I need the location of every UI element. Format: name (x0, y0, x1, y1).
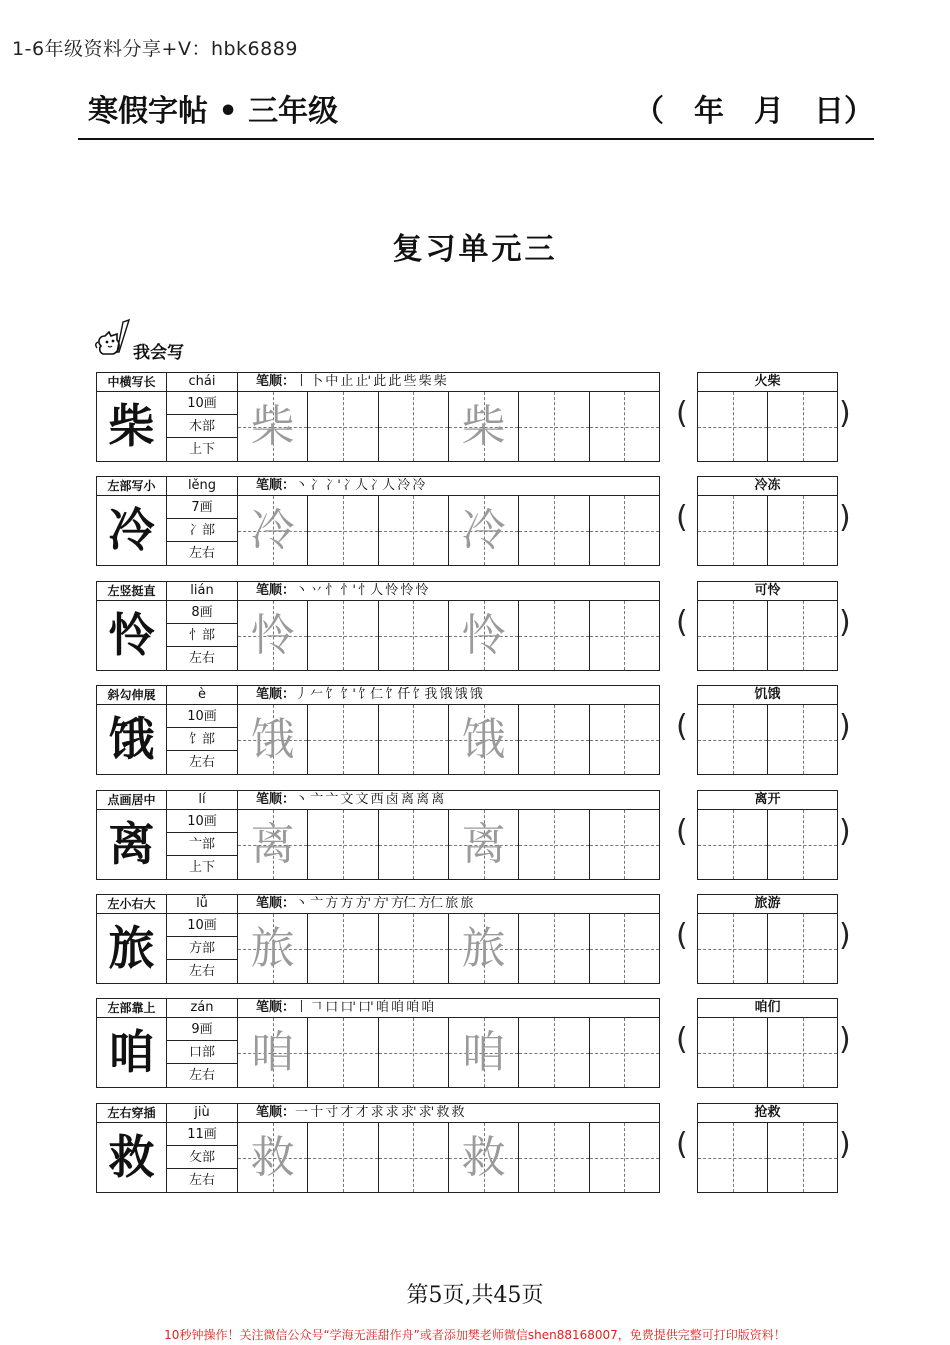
practice-cells (238, 1018, 659, 1087)
word-practice-cell[interactable] (698, 810, 768, 879)
practice-cell[interactable] (519, 392, 589, 461)
stroke-count: 9画 (167, 1018, 237, 1041)
trace-cell[interactable] (449, 1123, 519, 1192)
practice-cell[interactable] (519, 496, 589, 565)
paren-right: ) (839, 918, 851, 953)
model-character: 咱 (97, 1018, 167, 1087)
stroke-order (238, 895, 659, 914)
practice-cell[interactable] (590, 914, 659, 983)
paren-left: ( (676, 709, 688, 744)
top-watermark: 1-6年级资料分享+V：hbk6889 (12, 38, 298, 60)
stroke-count: 10画 (167, 392, 237, 415)
word-box (697, 1103, 838, 1193)
trace-cell[interactable] (449, 496, 519, 565)
word-label: 离开 (698, 791, 837, 810)
word-label: 咱们 (698, 999, 837, 1018)
writing-tip: 中横写长 (97, 373, 167, 392)
word-label: 饥饿 (698, 686, 837, 705)
trace-cell[interactable] (449, 810, 519, 879)
trace-character: 冷 (250, 505, 295, 556)
pinyin: lěng (167, 477, 238, 496)
character-info (167, 1018, 238, 1087)
practice-cell[interactable] (379, 1123, 449, 1192)
paren-right: ) (839, 709, 851, 744)
word-cells (698, 810, 837, 879)
practice-cell[interactable] (308, 705, 378, 774)
radical: 冫部 (167, 519, 237, 542)
practice-cells (238, 601, 659, 670)
character-box (96, 476, 660, 566)
practice-cell[interactable] (590, 705, 659, 774)
stroke-count: 10画 (167, 810, 237, 833)
character-box (96, 894, 660, 984)
practice-cell[interactable] (590, 496, 659, 565)
trace-cell[interactable] (238, 1018, 308, 1087)
practice-row (96, 894, 851, 986)
cat-writing-icon (95, 318, 135, 360)
pinyin: jiù (167, 1104, 238, 1123)
structure: 上下 (188, 442, 215, 457)
stroke-order-label: 笔顺： (256, 792, 296, 807)
word-practice-cell[interactable] (698, 705, 768, 774)
stroke-order (238, 686, 659, 705)
header-date: （ 年 月 日） (634, 94, 874, 129)
trace-character: 柴 (250, 401, 295, 452)
stroke-order-sequence: 丶 亠 亠 文 文 西 卤 离 离 离 (295, 792, 444, 807)
trace-character: 救 (461, 1132, 506, 1183)
word-practice-cell[interactable] (698, 914, 768, 983)
stroke-order (238, 1104, 659, 1123)
character-box (96, 998, 660, 1088)
trace-character: 饿 (461, 714, 506, 765)
word-practice-cell[interactable] (768, 601, 837, 670)
practice-cell[interactable] (308, 1123, 378, 1192)
radical: 攵部 (167, 1146, 237, 1169)
trace-cell[interactable] (449, 705, 519, 774)
practice-cells (238, 810, 659, 879)
character-info (167, 810, 238, 879)
trace-character: 旅 (250, 923, 295, 974)
word-cells (698, 496, 837, 565)
character-info (167, 914, 238, 983)
practice-cell[interactable] (519, 810, 589, 879)
word-practice-cell[interactable] (698, 392, 768, 461)
section-title: 复习单元三 (392, 232, 558, 267)
radical: 方部 (167, 937, 237, 960)
writing-tip: 左竖挺直 (97, 582, 167, 601)
stroke-order-label: 笔顺： (256, 374, 296, 389)
structure: 左右 (188, 1173, 215, 1188)
structure: 左右 (188, 755, 215, 770)
stroke-order-sequence: 一 十 寸 才 才 求 求 求' 求' 救 救 (295, 1105, 464, 1120)
word-practice-cell[interactable] (698, 1123, 768, 1192)
word-cells (698, 392, 837, 461)
practice-row (96, 998, 851, 1090)
word-label: 可怜 (698, 582, 837, 601)
practice-cell[interactable] (308, 1018, 378, 1087)
practice-cell[interactable] (379, 392, 449, 461)
word-practice-cell[interactable] (698, 1018, 768, 1087)
trace-character: 离 (461, 819, 506, 870)
stroke-order (238, 791, 659, 810)
character-box (96, 372, 660, 462)
trace-character: 咱 (250, 1027, 295, 1078)
practice-cell[interactable] (519, 705, 589, 774)
trace-cell[interactable] (449, 914, 519, 983)
word-practice-cell[interactable] (768, 1018, 837, 1087)
stroke-count: 10画 (167, 705, 237, 728)
paren-right: ) (839, 1127, 851, 1162)
radical: 木部 (167, 415, 237, 438)
practice-cell[interactable] (379, 810, 449, 879)
practice-cells (238, 914, 659, 983)
writing-tip: 左小右大 (97, 895, 167, 914)
pinyin: chái (167, 373, 238, 392)
word-cells (698, 1123, 837, 1192)
practice-row (96, 685, 851, 777)
paren-left: ( (676, 605, 688, 640)
word-cells (698, 601, 837, 670)
model-character: 冷 (97, 496, 167, 565)
intro-label: 我会写 (133, 343, 184, 363)
practice-cell[interactable] (308, 914, 378, 983)
trace-character: 离 (250, 819, 295, 870)
practice-cell[interactable] (379, 705, 449, 774)
stroke-order-sequence: 丨 𠃍 口 口' 口' 咱 咱 咱 咱 (295, 1000, 434, 1015)
word-box (697, 685, 838, 775)
pinyin: lián (167, 582, 238, 601)
word-label: 抢救 (698, 1104, 837, 1123)
trace-cell[interactable] (238, 914, 308, 983)
practice-row (96, 372, 851, 464)
practice-row (96, 790, 851, 882)
practice-cells (238, 705, 659, 774)
model-character: 离 (97, 810, 167, 879)
stroke-order-label: 笔顺： (256, 478, 296, 493)
word-box (697, 372, 838, 462)
word-label: 火柴 (698, 373, 837, 392)
trace-cell[interactable] (238, 601, 308, 670)
trace-cell[interactable] (449, 601, 519, 670)
structure: 左右 (188, 964, 215, 979)
page-header (78, 86, 874, 129)
paren-left: ( (676, 1022, 688, 1057)
model-character: 饿 (97, 705, 167, 774)
writing-tip: 左部靠上 (97, 999, 167, 1018)
character-info (167, 601, 238, 670)
writing-tip: 左右穿插 (97, 1104, 167, 1123)
character-info (167, 392, 238, 461)
radical: 忄部 (167, 624, 237, 647)
structure: 上下 (188, 860, 215, 875)
stroke-order (238, 582, 659, 601)
header-title: 寒假字帖 • 三年级 (88, 94, 339, 129)
word-practice-cell[interactable] (768, 496, 837, 565)
practice-cell[interactable] (590, 1018, 659, 1087)
practice-cells (238, 496, 659, 565)
trace-character: 咱 (461, 1027, 506, 1078)
trace-character: 怜 (250, 610, 295, 661)
stroke-count: 11画 (167, 1123, 237, 1146)
practice-cell[interactable] (308, 810, 378, 879)
bottom-note: 10秒钟操作！关注微信公众号“学海无涯甜作舟”或者添加樊老师微信shen88168007，免费提供完整可打印版资料！ (164, 1328, 786, 1342)
radical: 饣部 (167, 728, 237, 751)
paren-left: ( (676, 814, 688, 849)
character-info (167, 1123, 238, 1192)
paren-left: ( (676, 1127, 688, 1162)
word-cells (698, 1018, 837, 1087)
trace-cell[interactable] (449, 392, 519, 461)
paren-left: ( (676, 918, 688, 953)
word-box (697, 790, 838, 880)
word-box (697, 998, 838, 1088)
character-box (96, 1103, 660, 1193)
structure: 左右 (188, 546, 215, 561)
paren-left: ( (676, 396, 688, 431)
model-character: 怜 (97, 601, 167, 670)
practice-cell[interactable] (379, 914, 449, 983)
character-info (167, 705, 238, 774)
structure: 左右 (188, 1068, 215, 1083)
header-rule (78, 138, 874, 140)
paren-right: ) (839, 396, 851, 431)
word-box (697, 581, 838, 671)
word-practice-cell[interactable] (768, 914, 837, 983)
practice-cell[interactable] (590, 601, 659, 670)
trace-character: 冷 (461, 505, 506, 556)
word-practice-cell[interactable] (698, 601, 768, 670)
stroke-order-label: 笔顺： (256, 1105, 296, 1120)
pinyin: è (167, 686, 238, 705)
character-info (167, 496, 238, 565)
word-label: 冷冻 (698, 477, 837, 496)
pinyin: lǚ (167, 895, 238, 914)
word-label: 旅游 (698, 895, 837, 914)
stroke-order-sequence: 丿 𠂉 饣 饣' 饣仁 饣仟 饣我 饿 饿 饿 (295, 687, 482, 702)
stroke-order (238, 477, 659, 496)
practice-row (96, 581, 851, 673)
word-box (697, 476, 838, 566)
practice-cell[interactable] (379, 496, 449, 565)
stroke-order-sequence: 丶 冫 冫' 冫人 冫人 冷 冷 (295, 478, 425, 493)
stroke-order-sequence: 丨 卜 中 止 止' 此 此 些 柴 柴 (295, 374, 446, 389)
word-box (697, 894, 838, 984)
structure: 左右 (188, 651, 215, 666)
stroke-order (238, 373, 659, 392)
practice-cell[interactable] (308, 392, 378, 461)
word-cells (698, 705, 837, 774)
character-box (96, 790, 660, 880)
radical: 亠部 (167, 833, 237, 856)
stroke-count: 8画 (167, 601, 237, 624)
stroke-order-label: 笔顺： (256, 687, 296, 702)
word-practice-cell[interactable] (698, 496, 768, 565)
practice-cells (238, 1123, 659, 1192)
trace-cell[interactable] (449, 1018, 519, 1087)
word-cells (698, 914, 837, 983)
practice-cell[interactable] (519, 1018, 589, 1087)
trace-character: 柴 (461, 401, 506, 452)
trace-character: 怜 (461, 610, 506, 661)
paren-right: ) (839, 605, 851, 640)
stroke-order (238, 999, 659, 1018)
model-character: 旅 (97, 914, 167, 983)
stroke-order-label: 笔顺： (256, 1000, 296, 1015)
practice-cells (238, 392, 659, 461)
word-practice-cell[interactable] (768, 810, 837, 879)
trace-cell[interactable] (238, 810, 308, 879)
trace-cell[interactable] (238, 392, 308, 461)
practice-cell[interactable] (519, 601, 589, 670)
practice-row (96, 1103, 851, 1195)
stroke-count: 10画 (167, 914, 237, 937)
word-practice-cell[interactable] (768, 392, 837, 461)
model-character: 柴 (97, 392, 167, 461)
writing-tip: 斜勾伸展 (97, 686, 167, 705)
trace-character: 旅 (461, 923, 506, 974)
practice-cell[interactable] (308, 496, 378, 565)
paren-right: ) (839, 1022, 851, 1057)
practice-cell[interactable] (519, 1123, 589, 1192)
writing-tip: 点画居中 (97, 791, 167, 810)
pinyin: lí (167, 791, 238, 810)
trace-cell[interactable] (238, 705, 308, 774)
trace-character: 饿 (250, 714, 295, 765)
character-box (96, 685, 660, 775)
stroke-count: 7画 (167, 496, 237, 519)
paren-right: ) (839, 500, 851, 535)
practice-cell[interactable] (590, 392, 659, 461)
stroke-order-label: 笔顺： (256, 583, 296, 598)
practice-cell[interactable] (519, 914, 589, 983)
practice-cell[interactable] (590, 810, 659, 879)
paren-left: ( (676, 500, 688, 535)
character-box (96, 581, 660, 671)
trace-cell[interactable] (238, 1123, 308, 1192)
stroke-order-sequence: 丶 亠 方 方 方' 方' 方仁 方仁 旅 旅 (295, 896, 473, 911)
stroke-order-sequence: 丶 丷 忄 忄' 忄人 怜 怜 怜 (295, 583, 428, 598)
trace-cell[interactable] (238, 496, 308, 565)
practice-cell[interactable] (379, 1018, 449, 1087)
page-footer: 第5页,共45页 (406, 1283, 544, 1308)
pinyin: zán (167, 999, 238, 1018)
trace-character: 救 (250, 1132, 295, 1183)
word-practice-cell[interactable] (768, 705, 837, 774)
practice-cell[interactable] (379, 601, 449, 670)
radical: 口部 (167, 1041, 237, 1064)
model-character: 救 (97, 1123, 167, 1192)
practice-row (96, 476, 851, 568)
practice-cell[interactable] (308, 601, 378, 670)
practice-cell[interactable] (590, 1123, 659, 1192)
word-practice-cell[interactable] (768, 1123, 837, 1192)
stroke-order-label: 笔顺： (256, 896, 296, 911)
paren-right: ) (839, 814, 851, 849)
writing-tip: 左部写小 (97, 477, 167, 496)
